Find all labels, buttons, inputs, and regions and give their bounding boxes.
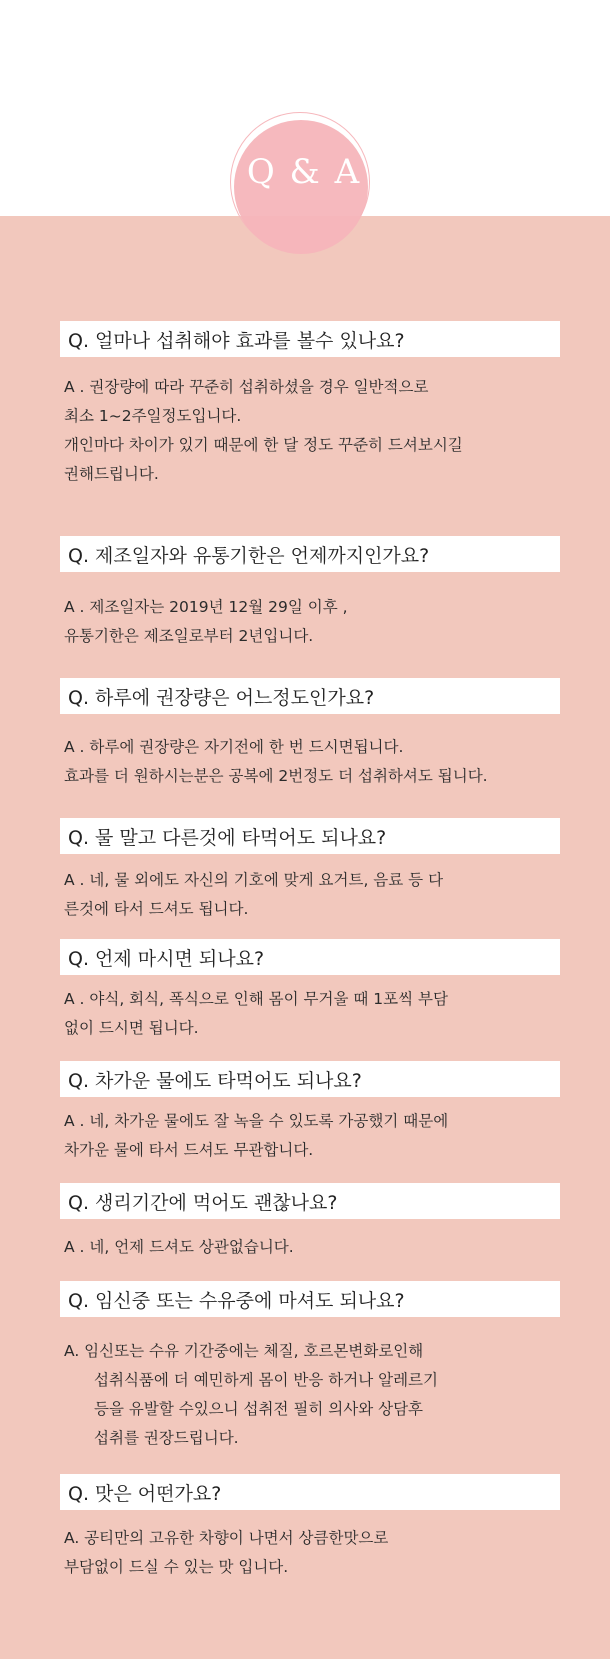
faq-question-7: Q. 생리기간에 먹어도 괜찮나요? xyxy=(60,1183,560,1219)
faq-answer-6 xyxy=(64,1107,604,1165)
faq-question-8: Q. 임신중 또는 수유중에 마셔도 되나요? xyxy=(60,1281,560,1317)
faq-question-6: Q. 차가운 물에도 타먹어도 되나요? xyxy=(60,1061,560,1097)
badge-title: Q & A xyxy=(246,152,362,192)
faq-answer-9 xyxy=(64,1524,604,1582)
faq-answer-5 xyxy=(64,985,604,1043)
answer-line: A . 네, 언제 드셔도 상관없습니다. xyxy=(64,1238,294,1256)
answer-line: A . 제조일자는 2019년 12월 29일 이후 , xyxy=(64,598,348,616)
answer-line: 섭취를 권장드립니다. xyxy=(94,1429,239,1447)
answer-line: 권해드립니다. xyxy=(64,465,159,483)
answer-line: 없이 드시면 됩니다. xyxy=(64,1019,199,1037)
answer-line: A . 하루에 권장량은 자기전에 한 번 드시면됩니다. xyxy=(64,738,404,756)
faq-question-1: Q. 얼마나 섭취해야 효과를 볼수 있나요? xyxy=(60,321,560,357)
faq-question-4: Q. 물 말고 다른것에 타먹어도 되나요? xyxy=(60,818,560,854)
answer-line: 차가운 물에 타서 드셔도 무관합니다. xyxy=(64,1141,314,1159)
faq-question-5: Q. 언제 마시면 되나요? xyxy=(60,939,560,975)
answer-line: 등을 유발할 수있으니 섭취전 필히 의사와 상담후 xyxy=(94,1400,424,1418)
answer-line: A. 임신또는 수유 기간중에는 체질, 호르몬변화로인해 xyxy=(64,1342,424,1360)
answer-line: A. 공티만의 고유한 차향이 나면서 상큼한맛으로 xyxy=(64,1529,389,1547)
faq-question-3: Q. 하루에 권장량은 어느정도인가요? xyxy=(60,678,560,714)
faq-answer-4 xyxy=(64,866,604,924)
faq-question-2: Q. 제조일자와 유통기한은 언제까지인가요? xyxy=(60,536,560,572)
faq-answer-2 xyxy=(64,593,604,651)
answer-line: A . 권장량에 따라 꾸준히 섭취하셨을 경우 일반적으로 xyxy=(64,378,429,396)
answer-line: 개인마다 차이가 있기 때문에 한 달 정도 꾸준히 드셔보시길 xyxy=(64,436,463,454)
answer-line: A . 네, 물 외에도 자신의 기호에 맞게 요거트, 음료 등 다 xyxy=(64,871,444,889)
answer-line: A . 야식, 회식, 폭식으로 인해 몸이 무거울 때 1포씩 부담 xyxy=(64,990,448,1008)
faq-answer-3 xyxy=(64,733,604,791)
answer-line: 섭취식품에 더 예민하게 몸이 반응 하거나 알레르기 xyxy=(94,1371,438,1389)
answer-line: 부담없이 드실 수 있는 맛 입니다. xyxy=(64,1558,289,1576)
faq-answer-7 xyxy=(64,1233,604,1262)
answer-line: 른것에 타서 드셔도 됩니다. xyxy=(64,900,249,918)
answer-line: 유통기한은 제조일로부터 2년입니다. xyxy=(64,627,314,645)
answer-line: A . 네, 차가운 물에도 잘 녹을 수 있도록 가공했기 때문에 xyxy=(64,1112,449,1130)
faq-answer-8 xyxy=(64,1337,604,1453)
answer-line: 최소 1~2주일정도입니다. xyxy=(64,407,242,425)
faq-question-9: Q. 맛은 어떤가요? xyxy=(60,1474,560,1510)
qa-badge xyxy=(224,108,374,258)
answer-line: 효과를 더 원하시는분은 공복에 2번정도 더 섭취하셔도 됩니다. xyxy=(64,767,488,785)
faq-answer-1 xyxy=(64,373,604,489)
